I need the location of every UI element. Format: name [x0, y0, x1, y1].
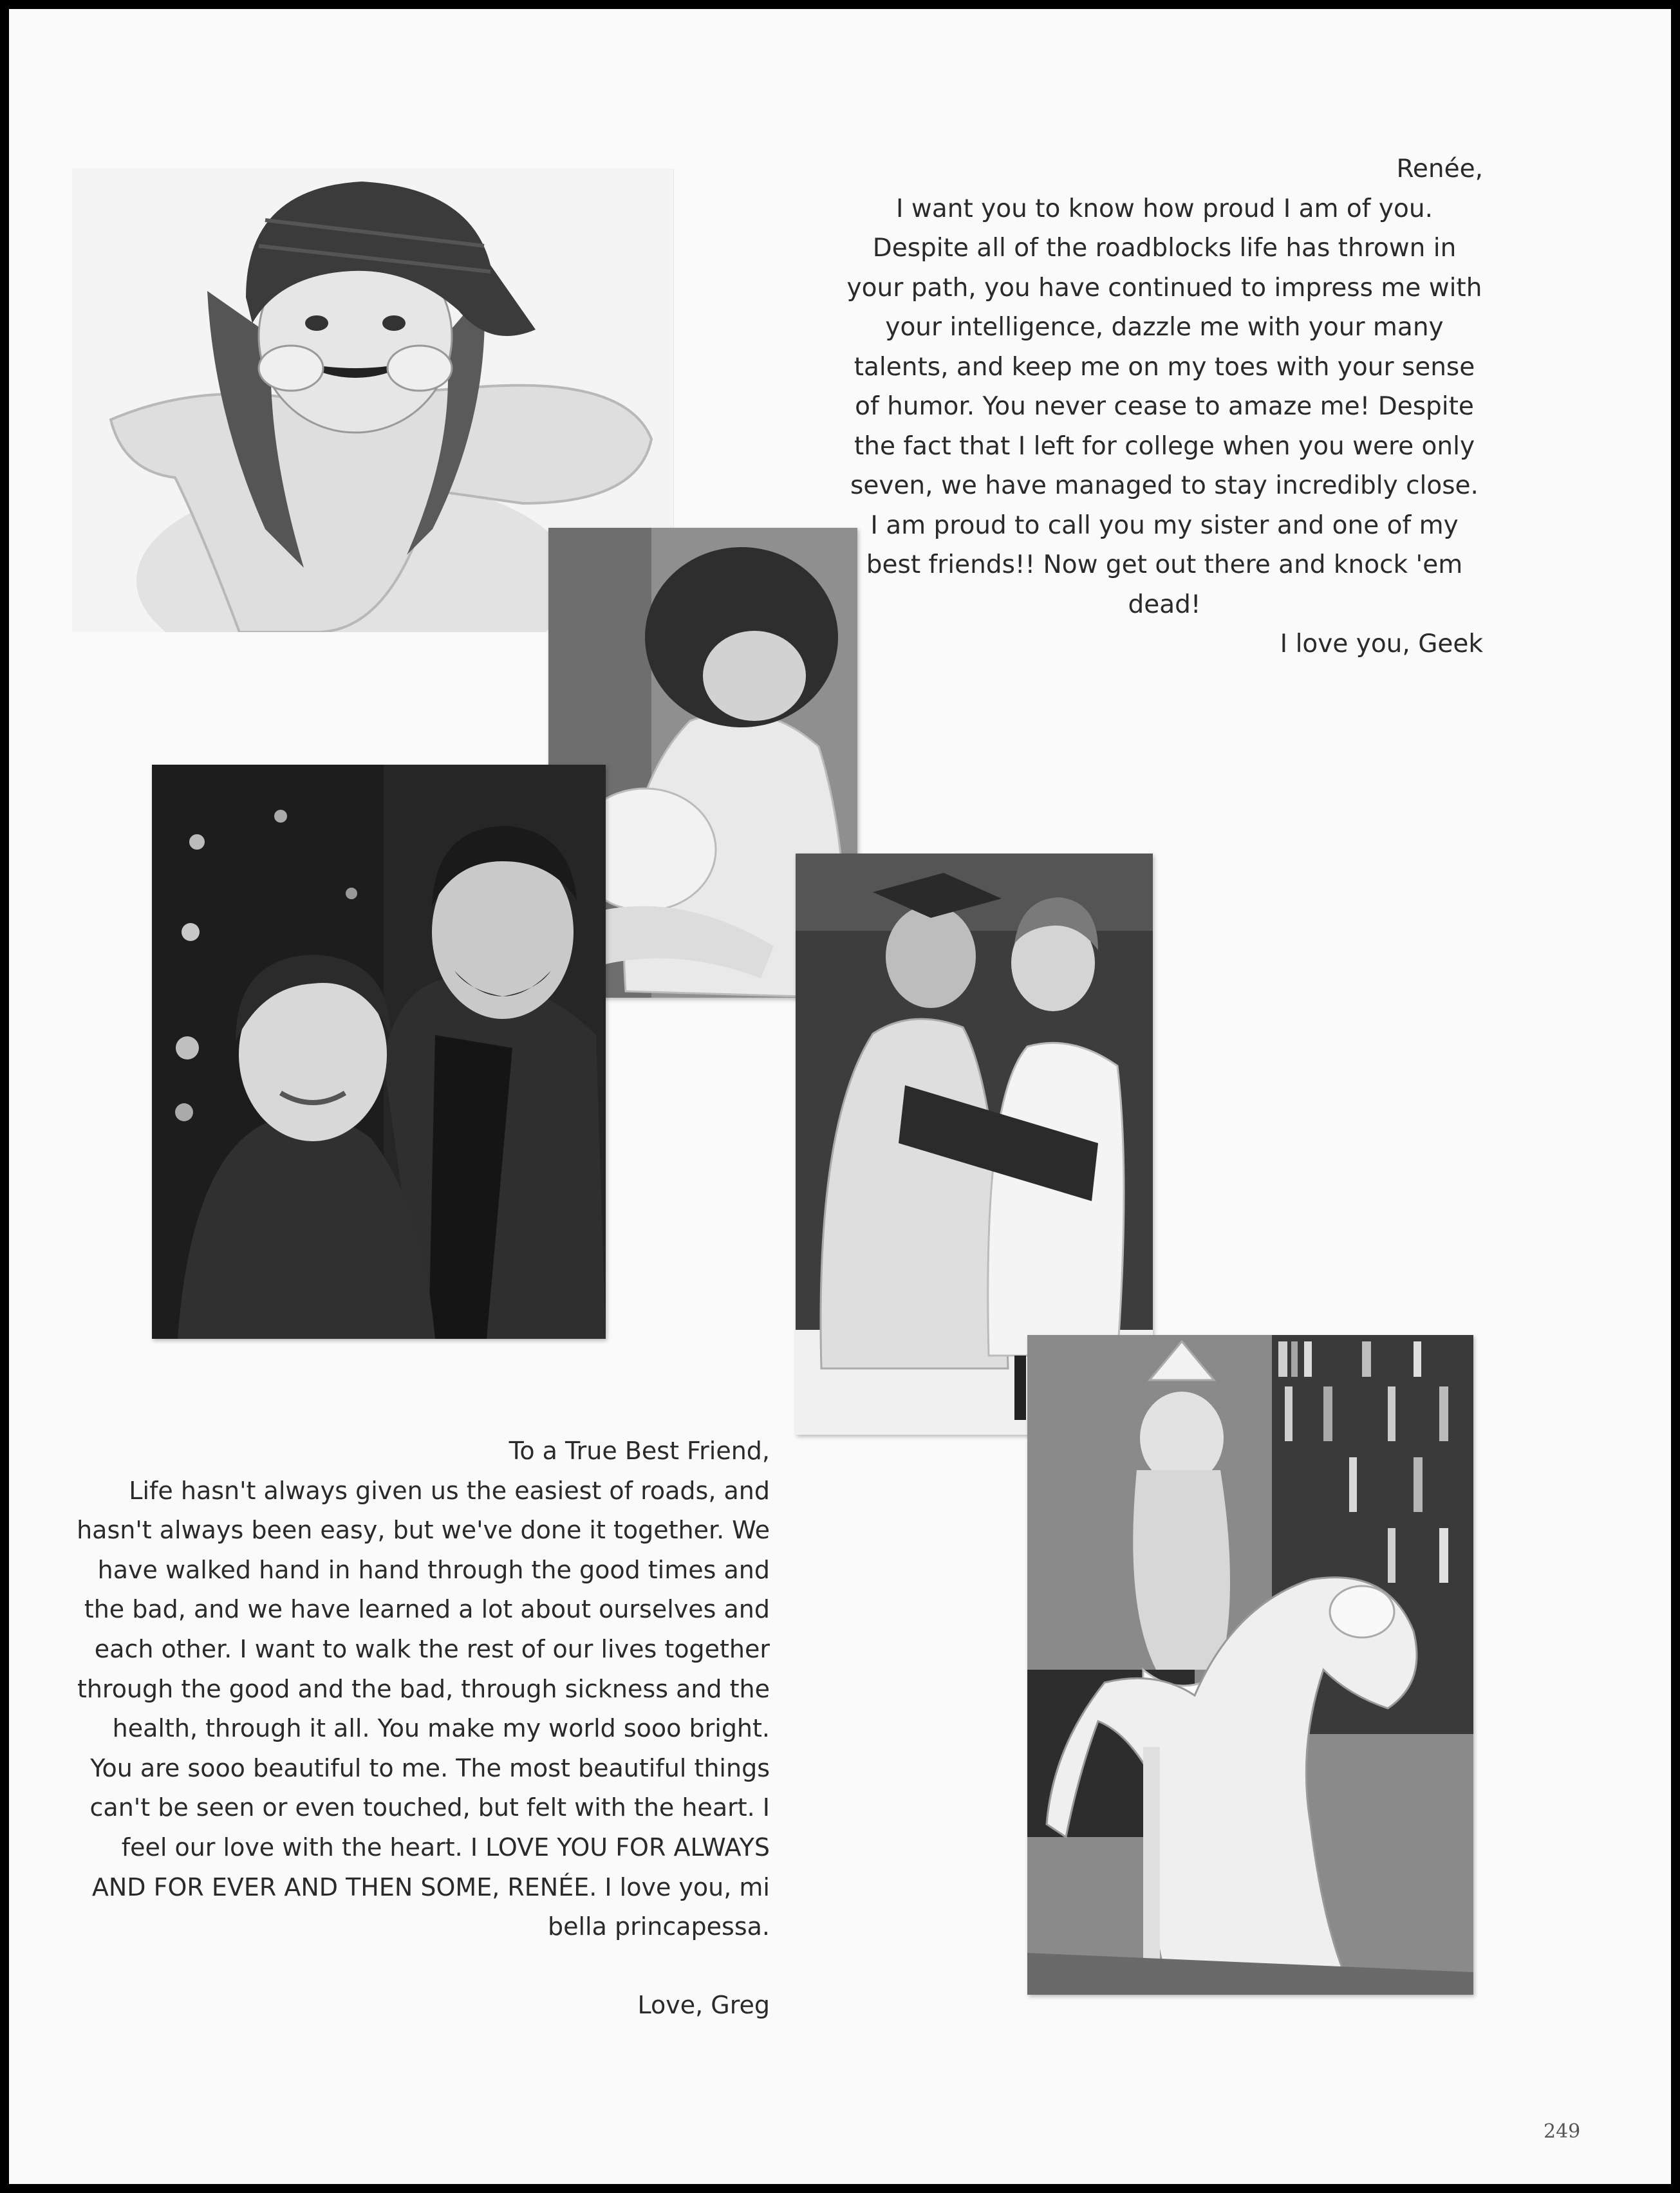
note-salutation: Renée,	[1396, 154, 1483, 183]
note-to-renee	[846, 149, 1483, 664]
note-salutation: To a True Best Friend,	[509, 1437, 770, 1465]
page-number: 249	[1544, 2120, 1581, 2143]
photo-toddler-rocking-horse	[1027, 1335, 1473, 1995]
note-signoff: Love, Greg	[637, 1990, 770, 2019]
note-from-greg	[73, 1432, 770, 2025]
yearbook-page	[9, 9, 1671, 2184]
photo-couple-christmas-tree	[152, 765, 606, 1339]
note-signoff: I love you, Geek	[1280, 630, 1483, 658]
note-body: Life hasn't always given us the easiest of roads, and hasn't always been easy, but we've done it together. We have walked hand in hand through the good times and the bad, and we have learned a lot about ourselves and each other. I want to walk the rest of our lives together through the good and the bad, through sickness and the health, through it all. You make my world sooo bright. You are sooo beautiful to me. The most beautiful things can't be seen or even touched, but felt with the heart. I feel our love with the heart. I LOVE YOU FOR ALWAYS AND FOR EVER AND THEN SOME, RENÉE. I love you, mi bella princapessa.	[77, 1476, 770, 1941]
note-body: I want you to know how proud I am of you. Despite all of the roadblocks life has thrown in your path, you have continued to impress me with your intelligence, dazzle me with your many talents, and keep me on my toes with your sense of humor. You never cease to amaze me! Despite the fact that I left for college when you were only seven, we have managed to stay incredibly close. I am proud to call you my sister and one of my best friends!! Now get out there and knock 'em dead!	[846, 194, 1482, 619]
